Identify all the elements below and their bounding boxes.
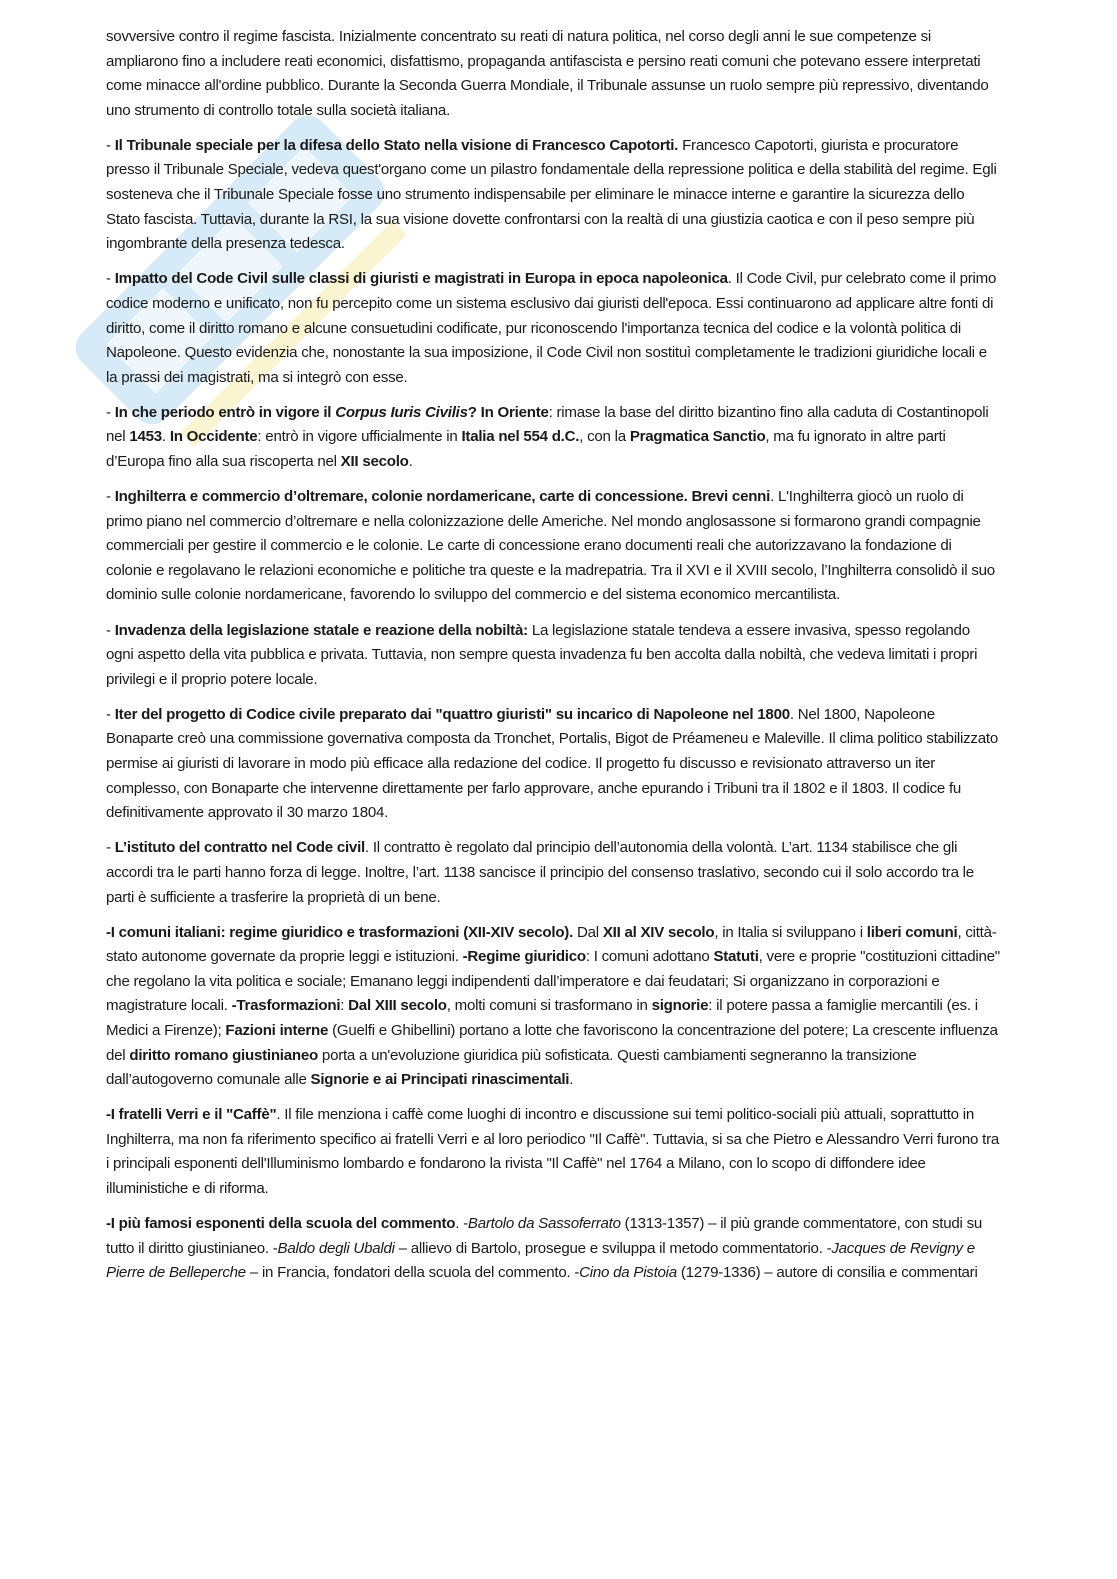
text: (1279-1336) – autore di consilia e commentari (676, 1264, 978, 1282)
bold-text: L’istituto del contratto nel Code civil (114, 839, 365, 857)
bold-text: XII al XIV secolo (602, 923, 715, 941)
italic-text: Jacques de Revigny e Pierre de Belleperche (106, 1239, 975, 1282)
text: , in Italia si sviluppano i (714, 923, 867, 941)
text: . Il contratto è regolato dal principio dell’autonomia della volontà. L’art. 1134 stabilisce che gli accordi tra le parti hanno forza di legge. Inoltre, l’art. 1138 sancisce il principio del consenso traslativo, secondo cui il solo accordo tra le parti è sufficiente a trasferire la proprietà di un bene. (106, 839, 974, 906)
paragraph (106, 1212, 1001, 1286)
text: sovversive contro il regime fascista. Inizialmente concentrato su reati di natura politica, nel corso degli anni le sue competenze si ampliarono fino a includere reati economici, disfattismo, propaganda antifascista e persino reati comuni che potevano essere interpretati come minacce all'ordine pubblico. Durante la Seconda Guerra Mondiale, il Tribunale assunse un ruolo sempre più repressivo, diventando uno strumento di controllo totale sulla società italiana. (106, 28, 989, 119)
bold-text: Signorie e ai Principati rinascimentali (310, 1071, 570, 1089)
paragraph (106, 267, 1001, 390)
text: , ma fu ignorato in altre parti d’Europa fino alla sua riscoperta nel (106, 428, 946, 470)
text: : I comuni adottano (585, 948, 714, 966)
paragraph (106, 619, 1001, 693)
bold-text: ? In Oriente (467, 403, 549, 421)
text: , molti comuni si trasformano in (446, 997, 652, 1015)
text: (1313-1357) – il più grande commentatore, con studi su tutto il diritto giustinianeo. - (106, 1215, 983, 1257)
text: , con la (579, 428, 630, 446)
bold-text: Pragmatica Sanctio (629, 428, 766, 446)
text: . L'Inghilterra giocò un ruolo di primo piano nel commercio d’oltremare e nella colonizzazione delle Americhe. Nel mondo anglosassone si formarono grandi compagnie commerciali per gestire il commercio e le colonie. Le carte di concessione erano documenti reali che autorizzavano la fondazione di colonie e regolavano le relazioni economiche e politiche tra queste e la madrepatria. Tra il XVI e il XVIII secolo, l’Inghilterra consolidò il suo dominio sulle colonie nordamericane, favorendo lo sviluppo del commercio e del sistema economico mercantilista. (106, 488, 995, 604)
paragraph (106, 836, 1001, 910)
text: . - (455, 1215, 468, 1233)
bold-text: Inghilterra e commercio d’oltremare, colonie nordamericane, carte di concessione. Brevi cenni (114, 488, 771, 506)
text: La legislazione statale tendeva a essere invasiva, spesso regolando ogni aspetto della vita pubblica e privata. Tuttavia, non sempre questa invadenza fu ben accolta dalla nobiltà, che vedeva limitati i propri privilegi e il proprio potere locale. (106, 621, 978, 688)
bold-text: Invadenza della legislazione statale e reazione della nobiltà: (114, 621, 528, 639)
bold-text: -Trasformazioni (231, 997, 341, 1015)
bold-text: -I più famosi esponenti della scuola del commento (106, 1215, 456, 1233)
italic-text: Baldo degli Ubaldi (277, 1239, 395, 1257)
text: – allievo di Bartolo, prosegue e sviluppa il metodo commentatorio. - (394, 1239, 832, 1257)
paragraph (106, 485, 1001, 608)
text: , città-stato autonome governate da proprie leggi e istituzioni. (106, 923, 997, 966)
text: - (106, 488, 115, 506)
bold-text: Statuti (713, 948, 759, 966)
bold-text: 1453 (129, 428, 162, 446)
text: . (161, 428, 170, 446)
paragraph (106, 703, 1001, 826)
bold-text: In Occidente (169, 428, 258, 446)
bold-text: Italia nel 554 d.C. (461, 428, 580, 446)
bold-text: -I comuni italiani: regime giuridico e trasformazioni (XII-XIV secolo). (106, 923, 574, 941)
text: . Il file menziona i caffè come luoghi di incontro e discussione sui temi politico-sociali più attuali, soprattutto in Inghilterra, ma non fa riferimento specifico ai fratelli Verri e al loro periodico "Il Caffè". Tuttavia, si sa che Pietro e Alessandro Verri furono tra i principali esponenti dell'Illuminismo lombardo e fondarono la rivista "Il Caffè" nel 1764 a Milano, con lo scopo di diffondere idee illuministiche e di riforma. (106, 1106, 1000, 1198)
text: : (340, 997, 349, 1015)
italic-text: Bartolo da Sassoferrato (467, 1215, 621, 1233)
paragraph (106, 401, 1001, 475)
text: : il potere passa a famiglie mercantili (es. i Medici a Firenze); (106, 997, 978, 1039)
bold-text: Dal XIII secolo (348, 997, 447, 1015)
text: , vere e proprie "costituzioni cittadine" che regolano la vita politica e sociale; Emanano leggi indipendenti dall’imperatore e dai feudatari; Si organizzano in corporazioni e magistrature locali. (106, 948, 1000, 1015)
text: Dal (573, 923, 603, 941)
text: . Il Code Civil, pur celebrato come il primo codice moderno e unificato, non fu percepito come un sistema esclusivo dai giuristi dell'epoca. Essi continuarono ad applicare altre fonti di diritto, come il diritto romano e alcune consuetudini codificate, pur riconoscendo l'importanza tecnica del codice e la volontà politica di Napoleone. Questo evidenzia che, nonostante la sua imposizione, il Code Civil non sostituì completamente le tradizioni giuridiche locali e la prassi dei magistrati, ma si integrò con esse. (106, 270, 997, 386)
paragraph (106, 134, 1001, 257)
bold-text: In che periodo entrò in vigore il (114, 403, 336, 421)
text: - (106, 270, 115, 288)
bold-text: liberi comuni (866, 923, 958, 941)
bold-text: Fazioni interne (225, 1021, 329, 1039)
text: . Nel 1800, Napoleone Bonaparte creò una commissione governativa composta da Tronchet, Portalis, Bigot de Préameneu e Maleville. Il clima politico stabilizzato permise ai giuristi di lavorare in modo più efficace alla redazione del codice. Il progetto fu discusso e revisionato attraverso un iter complesso, con Bonaparte che intervenne direttamente per farlo approvare, anche epurando i Tribuni tra il 1802 e il 1803. Il codice fu definitivamente approvato il 30 marzo 1804. (106, 705, 998, 822)
text: - (106, 621, 115, 639)
text: - (106, 839, 115, 857)
text: porta a un'evoluzione giuridica più sofisticata. Questi cambiamenti segneranno la transizione dall’autogoverno comunale alle (106, 1046, 917, 1089)
paragraph (106, 25, 1001, 123)
bold-text: Impatto del Code Civil sulle classi di giuristi e magistrati in Europa in epoca napoleonica (114, 270, 728, 288)
text: Francesco Capotorti, giurista e procuratore presso il Tribunale Speciale, vedeva quest'organo come un pilastro fondamentale della repressione politica e della stabilità del regime. Egli sosteneva che il Tribunale Speciale fosse uno strumento indispensabile per eliminare le minacce interne e garantire la sicurezza dello Stato fascista. Tuttavia, durante la RSI, la sua visione dovette confrontarsi con la realtà di una giustizia caotica e con il peso sempre più ingombrante della presenza tedesca. (106, 136, 997, 253)
bold-text: -Regime giuridico (462, 948, 586, 966)
bold-text: -I fratelli Verri e il "Caffè" (106, 1106, 277, 1124)
paragraph (106, 921, 1001, 1093)
text: : entrò in vigore ufficialmente in (257, 428, 462, 446)
bold-text: XII secolo (340, 453, 409, 470)
bold-text: Il Tribunale speciale per la difesa dello Stato nella visione di Francesco Capotorti. (114, 136, 679, 154)
bold-text: Iter del progetto di Codice civile preparato dai "quattro giuristi" su incarico di Napoleone nel 1800 (114, 705, 790, 723)
text: : rimase la base del diritto bizantino fino alla caduta di Costantinopoli nel (106, 403, 989, 446)
text: - (106, 705, 115, 723)
bold-text: Corpus Iuris Civilis (335, 403, 468, 421)
text: - (106, 136, 115, 154)
text: . (408, 453, 413, 470)
bold-text: diritto romano giustinianeo (129, 1046, 318, 1064)
bold-text: signorie (651, 997, 709, 1015)
paragraph (106, 1103, 1001, 1201)
document-body (106, 25, 1001, 1296)
text: . (569, 1071, 574, 1089)
text: - (106, 403, 115, 421)
italic-text: Cino da Pistoia (579, 1264, 677, 1282)
text: (Guelfi e Ghibellini) portano a lotte che favoriscono la concentrazione del potere; La crescente influenza del (106, 1021, 998, 1064)
text: – in Francia, fondatori della scuola del commento. - (245, 1264, 580, 1282)
